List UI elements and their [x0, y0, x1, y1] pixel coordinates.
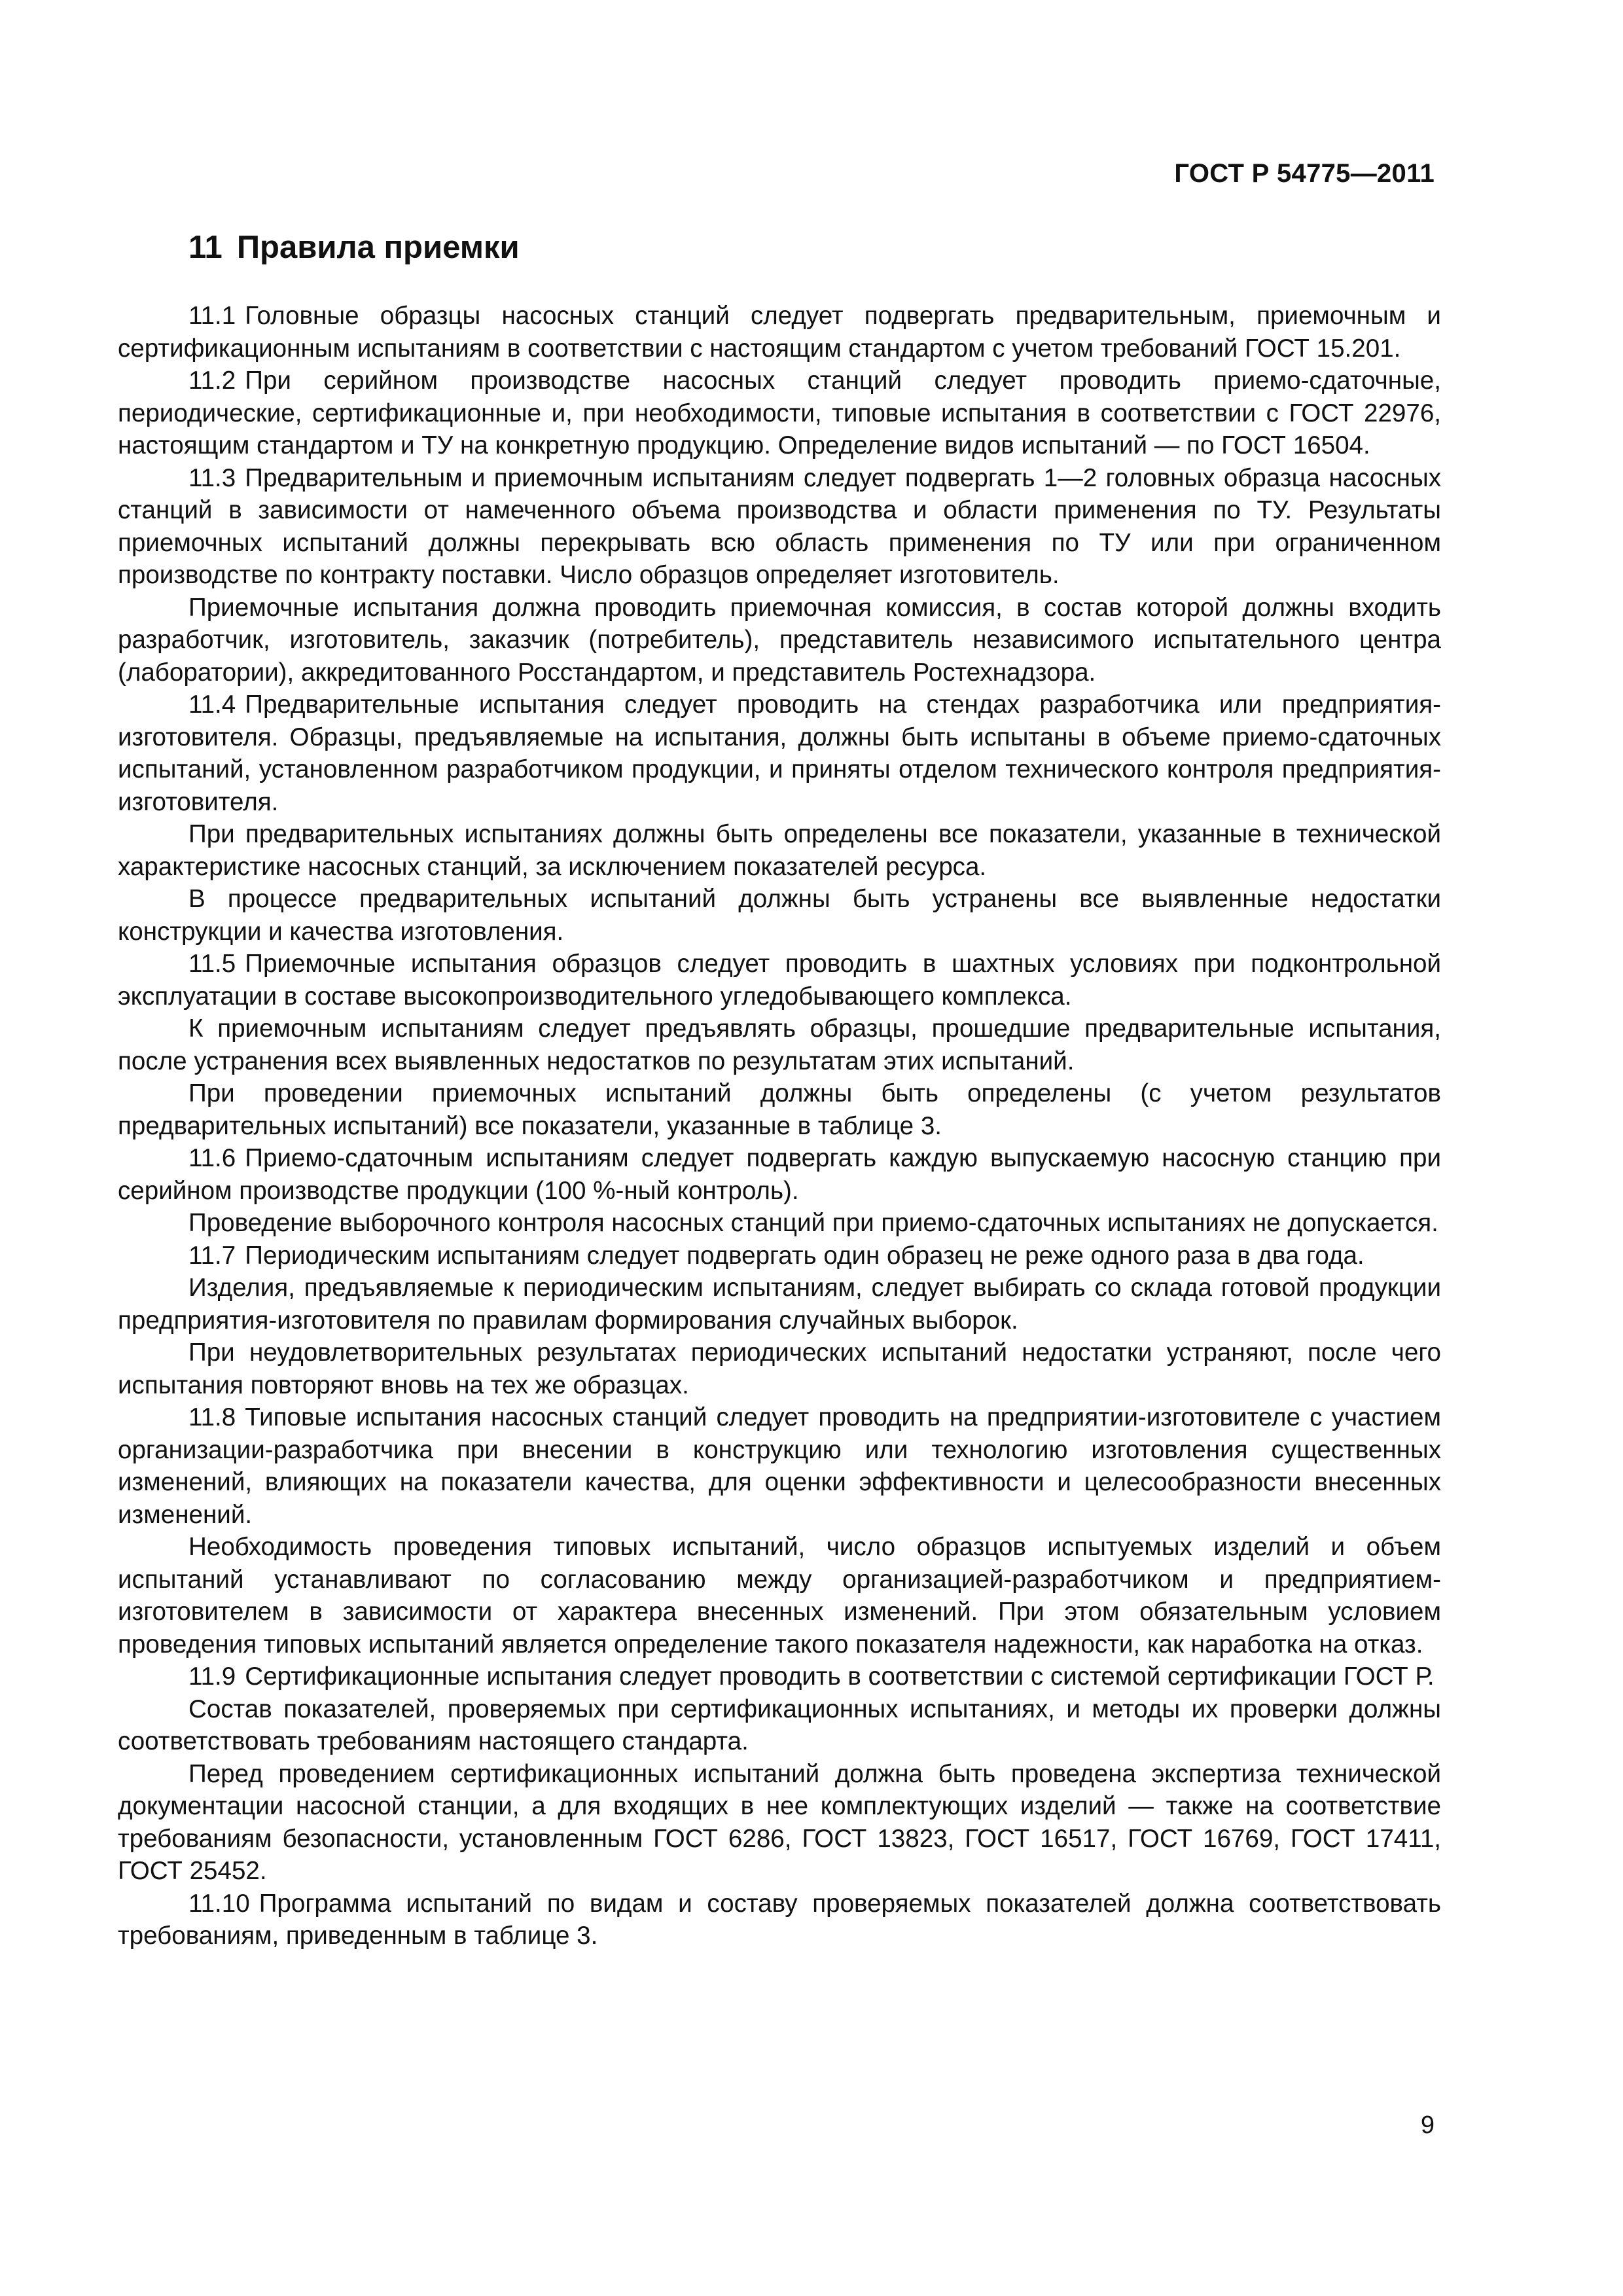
paragraph [118, 1336, 1441, 1401]
paragraph [118, 300, 1441, 365]
paragraph-text: При серийном производстве насосных станций следует проводить приемо-сдаточные, периодические, сертификационные и, при необходимости, типовые испытания в соответствии с ГОСТ 22976, настоящим стандартом и ТУ на конкретную продукцию. Определение видов испытаний — по ГОСТ 16504. [118, 367, 1441, 459]
paragraph-text: В процессе предварительных испытаний должны быть устранены все выявленные недостатки конструкции и качества изготовления. [118, 885, 1441, 946]
paragraph-text: Проведение выборочного контроля насосных станций при приемо-сдаточных испытаниях не допускается. [188, 1209, 1438, 1237]
paragraph [118, 1531, 1441, 1660]
paragraph-text: Типовые испытания насосных станций следует проводить на предприятии-изготовителе с участием организации-разработчика при внесении в конструкцию или технологию изготовления существенных изменений, влияющих на показатели качества, для оценки эффективности и целесообразности внесенных изменений. [118, 1403, 1441, 1529]
clause-number: 11.10 [188, 1889, 250, 1918]
paragraph [118, 948, 1441, 1013]
paragraph-text: Сертификационные испытания следует проводить в соответствии с системой сертификации ГОСТ Р. [245, 1662, 1435, 1691]
section-title-text: Правила приемки [236, 230, 520, 265]
paragraph [118, 1401, 1441, 1531]
clause-number: 11.1 [188, 302, 236, 330]
paragraph [118, 1240, 1441, 1272]
page-number: 9 [1420, 2111, 1435, 2139]
paragraph [118, 1142, 1441, 1207]
paragraph [118, 1077, 1441, 1142]
clause-number: 11.3 [188, 463, 236, 492]
clause-number: 11.9 [188, 1662, 236, 1691]
paragraph [118, 1693, 1441, 1758]
paragraph [118, 1660, 1441, 1693]
paragraph-text: Приемочные испытания должна проводить приемочная комиссия, в состав которой должны входить разработчик, изготовитель, заказчик (потребитель), представитель независимого испытательного центра (лаборатории), аккредитованного Росстандартом, и представитель Ростехнадзора. [118, 593, 1441, 687]
clause-number: 11.2 [188, 367, 236, 395]
paragraph [118, 1758, 1441, 1888]
clause-number: 11.5 [188, 950, 236, 978]
paragraph-text: К приемочным испытаниям следует предъявлять образцы, прошедшие предварительные испытания, после устранения всех выявленных недостатков по результатам этих испытаний. [118, 1014, 1441, 1075]
clause-number: 11.4 [188, 691, 236, 719]
clause-number: 11.8 [188, 1403, 236, 1431]
paragraph [118, 1888, 1441, 1952]
paragraph-text: Необходимость проведения типовых испытаний, число образцов испытуемых изделий и объем испытаний устанавливают по согласованию между организацией-разработчиком и предприятием-изготовителем в зависимости от характера внесенных изменений. При этом обязательным условием проведения типовых испытаний является определение такого показателя надежности, как наработка на отказ. [118, 1533, 1441, 1659]
paragraph [118, 883, 1441, 948]
section-number: 11 [188, 230, 223, 265]
paragraph-text: Предварительные испытания следует проводить на стендах разработчика или предприятия-изготовителя. Образцы, предъявляемые на испытания, должны быть испытаны в объеме приемо-сдаточных испытаний, установленном разработчиком продукции, и приняты отделом технического контроля предприятия-изготовителя. [118, 691, 1441, 816]
paragraph-text: При проведении приемочных испытаний должны быть определены (с учетом результатов предварительных испытаний) все показатели, указанные в таблице 3. [118, 1079, 1441, 1140]
paragraph-text: Программа испытаний по видам и составу проверяемых показателей должна соответствовать требованиям, приведенным в таблице 3. [118, 1889, 1441, 1950]
paragraph-text: Состав показателей, проверяемых при сертификационных испытаниях, и методы их проверки должны соответствовать требованиям настоящего стандарта. [118, 1695, 1441, 1755]
paragraph [118, 818, 1441, 883]
paragraph [118, 592, 1441, 689]
paragraph [118, 462, 1441, 592]
paragraph-text: При неудовлетворительных результатах периодических испытаний недостатки устраняют, после чего испытания повторяют вновь на тех же образцах. [118, 1338, 1441, 1399]
paragraph-text: При предварительных испытаниях должны быть определены все показатели, указанные в технической характеристике насосных станций, за исключением показателей ресурса. [118, 820, 1441, 881]
section-heading [188, 229, 520, 266]
paragraph-text: Головные образцы насосных станций следует подвергать предварительным, приемочным и сертификационным испытаниям в соответствии с настоящим стандартом с учетом требований ГОСТ 15.201. [118, 302, 1441, 363]
paragraph-text: Приемочные испытания образцов следует проводить в шахтных условиях при подконтрольной эксплуатации в составе высокопроизводительного угледобывающего комплекса. [118, 950, 1441, 1011]
section-body [118, 300, 1441, 1952]
paragraph-text: Перед проведением сертификационных испытаний должна быть проведена экспертиза технической документации насосной станции, а для входящих в нее комплектующих изделий — также на соответствие требованиям безопасности, установленным ГОСТ 6286, ГОСТ 13823, ГОСТ 16517, ГОСТ 16769, ГОСТ 17411, ГОСТ 25452. [118, 1759, 1441, 1885]
clause-number: 11.6 [188, 1144, 236, 1172]
paragraph [118, 1272, 1441, 1336]
paragraph-text: Изделия, предъявляемые к периодическим испытаниям, следует выбирать со склада готовой продукции предприятия-изготовителя по правилам формирования случайных выборок. [118, 1274, 1441, 1335]
clause-number: 11.7 [188, 1241, 236, 1270]
paragraph [118, 1207, 1441, 1240]
paragraph [118, 365, 1441, 462]
paragraph-text: Предварительным и приемочным испытаниям следует подвергать 1—2 головных образца насосных станций в зависимости от намеченного объема производства и области применения по ТУ. Результаты приемочных испытаний должны перекрывать всю область применения по ТУ или при ограниченном производстве по контракту поставки. Число образцов определяет изготовитель. [118, 463, 1441, 589]
paragraph-text: Приемо-сдаточным испытаниям следует подвергать каждую выпускаемую насосную станцию при серийном производстве продукции (100 %-ный контроль). [118, 1144, 1441, 1205]
paragraph [118, 689, 1441, 818]
document-code-header: ГОСТ Р 54775—2011 [1174, 159, 1435, 188]
paragraph [118, 1013, 1441, 1077]
paragraph-text: Периодическим испытаниям следует подвергать один образец не реже одного раза в два года. [245, 1241, 1364, 1270]
